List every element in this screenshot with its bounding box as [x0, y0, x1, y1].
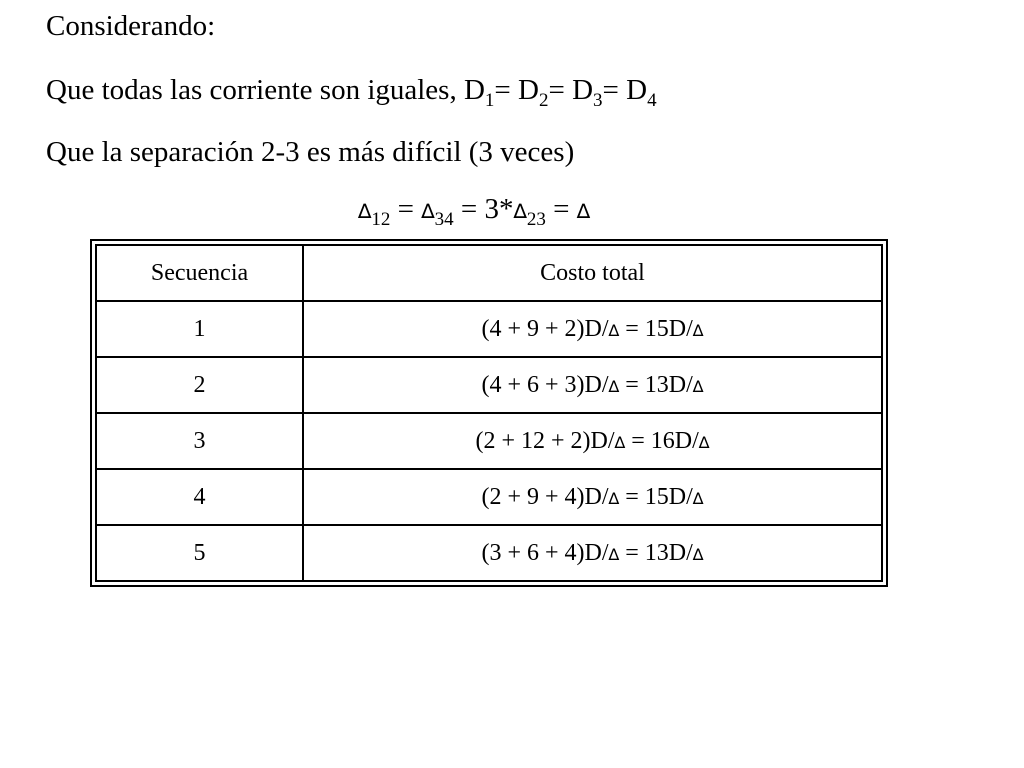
- cost-expression: (4 + 9 + 2)D/: [481, 315, 609, 342]
- subscript-2: 2: [538, 90, 549, 111]
- cost-result: = 13D/: [619, 539, 693, 566]
- cost-table: [95, 244, 883, 582]
- delta-symbol: ∆: [698, 432, 710, 452]
- cost-cell: [303, 525, 882, 581]
- delta-symbol: ∆: [576, 199, 591, 223]
- delta-symbol: ∆: [692, 544, 704, 564]
- subscript-12: 12: [371, 209, 391, 230]
- delta-symbol: ∆: [692, 320, 704, 340]
- cost-result: = 16D/: [625, 427, 699, 454]
- statement-equal-streams: [46, 74, 657, 111]
- delta-symbol: ∆: [608, 320, 620, 340]
- cost-result: = 15D/: [619, 483, 693, 510]
- sequence-cell: 4: [96, 469, 303, 525]
- subscript-23: 23: [526, 209, 546, 230]
- cost-cell: [303, 413, 882, 469]
- subscript-4: 4: [647, 90, 657, 111]
- statement-text: Que todas las corriente son iguales, D: [46, 74, 485, 106]
- table-header-row: [96, 245, 882, 301]
- sequence-cell: 1: [96, 301, 303, 357]
- header-secuencia: Secuencia: [96, 245, 303, 301]
- subscript-3: 3: [593, 90, 603, 111]
- formula-equals-three-times: = 3*: [453, 193, 514, 225]
- equals-d: = D: [494, 74, 539, 106]
- equals-d: = D: [602, 74, 648, 106]
- delta-symbol: ∆: [608, 376, 620, 396]
- subscript-34: 34: [434, 209, 454, 230]
- formula-equals: =: [545, 193, 577, 225]
- cost-cell: [303, 301, 882, 357]
- cost-table-frame: [90, 239, 888, 587]
- cost-cell: [303, 357, 882, 413]
- cost-expression: (4 + 6 + 3)D/: [481, 371, 609, 398]
- cost-expression: (3 + 6 + 4)D/: [481, 539, 609, 566]
- equals-d: = D: [548, 74, 594, 106]
- sequence-cell: 3: [96, 413, 303, 469]
- header-costo-total: Costo total: [303, 245, 882, 301]
- heading-considerando: Considerando:: [46, 10, 216, 42]
- statement-difficult-separation: Que la separación 2-3 es más difícil (3 veces): [46, 136, 575, 168]
- cost-result: = 15D/: [619, 315, 693, 342]
- delta-symbol: ∆: [692, 376, 704, 396]
- table-row: [96, 525, 882, 581]
- table-row: [96, 357, 882, 413]
- delta-symbol: ∆: [692, 488, 704, 508]
- cost-expression: (2 + 9 + 4)D/: [481, 483, 609, 510]
- sequence-cell: 2: [96, 357, 303, 413]
- sequence-cell: 5: [96, 525, 303, 581]
- delta-symbol: ∆: [614, 432, 626, 452]
- delta-symbol: ∆: [513, 199, 527, 223]
- formula-equals: =: [390, 193, 422, 225]
- table-row: [96, 301, 882, 357]
- delta-symbol: ∆: [608, 488, 620, 508]
- delta-symbol: ∆: [608, 544, 620, 564]
- delta-symbol: ∆: [358, 199, 372, 223]
- table-row: [96, 413, 882, 469]
- delta-formula: [358, 193, 591, 230]
- cost-cell: [303, 469, 882, 525]
- cost-expression: (2 + 12 + 2)D/: [475, 427, 615, 454]
- cost-result: = 13D/: [619, 371, 693, 398]
- delta-symbol: ∆: [421, 199, 435, 223]
- table-row: [96, 469, 882, 525]
- subscript-1: 1: [484, 90, 495, 111]
